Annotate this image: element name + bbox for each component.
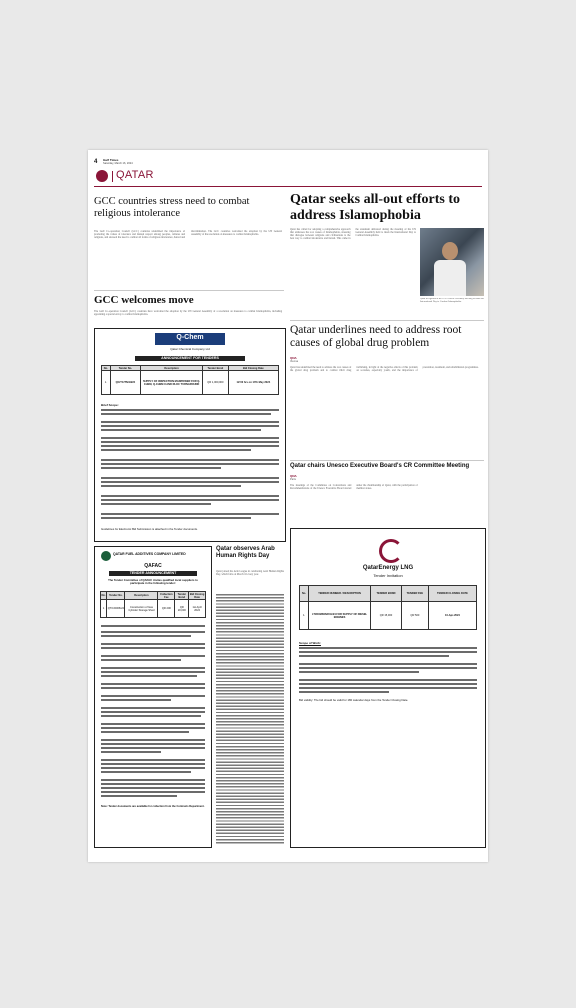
qafac-text-line	[101, 791, 205, 793]
headline-drugs: Qatar underlines need to address root causes of global drug problem	[290, 324, 462, 349]
qafac-col: Description	[125, 592, 158, 600]
section-divider	[112, 171, 113, 182]
qafac-text-line	[101, 759, 205, 761]
qafac-cell: 1st April 2024	[189, 600, 206, 618]
qafac-text-line	[101, 711, 205, 713]
divider-3	[290, 460, 484, 461]
qchem-col: Bid Closing Date	[228, 366, 278, 371]
qafac-text-line	[101, 659, 181, 661]
photo-un-meeting	[420, 228, 484, 296]
article-welcomes-body: The Gulf Co-operation Council (GCC) countries have welcomed the adoption by the UN General Assembly of a resolution on measures to combat Islamophobia, including appointing a special envoy to combat Islamophobia.	[94, 310, 282, 317]
lng-col: No.	[300, 586, 309, 602]
lng-col: TENDER NUMBER / DESCRIPTION	[309, 586, 371, 602]
lng-text-line	[299, 679, 477, 681]
paper-name: Gulf Times	[103, 158, 119, 162]
rights-text-block	[216, 594, 284, 844]
qchem-cell: 1.	[102, 371, 111, 395]
qafac-text-line	[101, 667, 205, 669]
qchem-text-line	[101, 441, 279, 443]
headline-intolerance: GCC countries stress need to combat religious intolerance	[94, 196, 250, 219]
lng-text-line	[299, 651, 477, 653]
qafac-company: QATAR FUEL ADDITIVES COMPANY LIMITED	[113, 552, 186, 556]
qafac-text-line	[101, 675, 197, 677]
lng-cell: QR 15,000	[371, 602, 402, 630]
table-row	[300, 602, 477, 630]
lng-cell: 10-Apr-2024	[428, 602, 476, 630]
qchem-text-line	[101, 495, 279, 497]
lng-text-line	[299, 687, 477, 689]
qafac-logo	[101, 551, 111, 561]
qchem-text-line	[101, 485, 241, 487]
headline-islamophobia: Qatar seeks all-out efforts to address Islamophobia	[290, 192, 461, 223]
qchem-cell: 12:00 hrs on 17th May 2024	[228, 371, 278, 395]
qafac-text-line	[101, 655, 205, 657]
lng-text-line	[299, 655, 449, 657]
lng-text-line	[299, 663, 477, 665]
qafac-col: No.	[101, 592, 107, 600]
qchem-text-line	[101, 463, 279, 465]
table-row	[102, 371, 279, 395]
article-unesco-body: The meetings of the Committee on Conventions and Recommendations of the Unesco Executive Board started under the chairmanship of Qatar, with the participation of member states.	[290, 484, 418, 491]
qafac-text-line	[101, 625, 205, 627]
qchem-text-line	[101, 459, 279, 461]
lng-col: TENDER CLOSING DATE	[428, 586, 476, 602]
lng-text-line	[299, 667, 477, 669]
qchem-brief-label: Brief Scope:	[101, 403, 119, 407]
header-rule	[94, 186, 482, 187]
lng-table-header	[300, 586, 477, 602]
qchem-banner: ANNOUNCEMENT FOR TENDERS	[135, 356, 245, 361]
qafac-text-line	[101, 763, 205, 765]
qchem-text-line	[101, 481, 279, 483]
qafac-text-line	[101, 695, 205, 697]
drugs-dateline: Vienna	[290, 360, 299, 363]
photo-caption: Qatar delegation at the UN General Assembly meeting to mark the International Day to Combat Islamophobia.	[420, 298, 484, 303]
qafac-cell: QR 20,000	[175, 600, 189, 618]
qafac-short: QAFAC	[144, 563, 162, 569]
photo-figure-head	[442, 242, 458, 260]
qchem-text-line	[101, 413, 271, 415]
qafac-text-line	[101, 783, 205, 785]
lng-table	[299, 585, 477, 630]
qchem-subtitle: Qatar Chemical Company Ltd	[170, 347, 210, 351]
qafac-text-line	[101, 707, 205, 709]
qafac-text-line	[101, 751, 161, 753]
unesco-kicker: QNA	[290, 474, 297, 478]
qchem-text-line	[101, 477, 279, 479]
article-drugs-body: Qatar has underlined the need to address the root causes of the global drug problem and to combat illicit drug trafficking, in light of the negative effects of this problem on societies, especially youth, and the importance of prevention, treatment, and rehabilitation programmes.	[290, 366, 479, 373]
qafac-text-line	[101, 715, 201, 717]
qafac-text-line	[101, 635, 191, 637]
qchem-col: Tender Bond	[203, 366, 229, 371]
lng-col: TENDER FEE	[401, 586, 428, 602]
divider-2	[290, 320, 484, 321]
qafac-table	[100, 591, 206, 618]
qafac-text-line	[101, 795, 177, 797]
qchem-text-line	[101, 421, 279, 423]
qafac-col: Tender Bond	[175, 592, 189, 600]
newspaper-page	[88, 150, 488, 862]
headline-rights: Qatar observes Arab Human Rights Day	[216, 546, 275, 559]
qchem-text-line	[101, 429, 261, 431]
qchem-cell: SUPPLY OF INSPECTION MANPOWER FOR Q-CHEM, Q-CHEM II AND RLOC TURNAROUND	[141, 371, 203, 395]
qchem-text-line	[101, 517, 251, 519]
article-islamophobia-body: Qatar has called for adopting a comprehensive approach that addresses the root causes of Islamophobia, stressing that dialogue between religions and civilisations is the best way to combat intolerance and hatred. This came in the statement delivered during the meeting of the UN General Assembly held to mark the International Day to Combat Islamophobia.	[290, 228, 416, 241]
qchem-text-line	[101, 467, 221, 469]
qchem-col: Tender No.	[110, 366, 140, 371]
qafac-intro: The Tender Committee of QAFAC invites qualified local suppliers to participate in the following tender:	[108, 578, 198, 586]
qafac-text-line	[101, 723, 205, 725]
lng-title: Tender Invitation	[373, 573, 403, 578]
qchem-text-line	[101, 445, 279, 447]
qafac-text-line	[101, 779, 205, 781]
qchem-cell: QC/TC/TN/19/24	[110, 371, 140, 395]
qafac-cell: 1	[101, 600, 107, 618]
qafac-text-line	[101, 787, 205, 789]
qafac-cell: QT/C/0006/24	[107, 600, 125, 618]
qafac-col: Tender No.	[107, 592, 125, 600]
qchem-text-line	[101, 499, 279, 501]
article-rights-body: Qatar joined the Arab League in celebrating Arab Human Rights Day, which falls on March 16 every year.	[216, 570, 284, 577]
qchem-table	[101, 365, 279, 395]
lng-cell: QR 500	[401, 602, 428, 630]
qafac-text-line	[101, 671, 205, 673]
qafac-col: Bid Closing Date	[189, 592, 205, 599]
qchem-col: No.	[102, 366, 111, 371]
qchem-footer: Guidelines for Electronic Bid Submission is attached in the Tender documents.	[101, 527, 198, 531]
lng-scope-label: Scope of Work:	[299, 641, 321, 645]
lng-text-line	[299, 691, 389, 693]
qafac-tender-ad	[94, 546, 212, 848]
photo-figure-body	[434, 260, 466, 296]
qafac-text-line	[101, 747, 205, 749]
qafac-cell: QR 200	[158, 600, 175, 618]
unesco-dateline: Paris	[290, 478, 296, 481]
qchem-tender-ad	[94, 328, 286, 542]
lng-col: TENDER BOND	[371, 586, 402, 602]
lng-cell: LT/DOM/MARCH/24 FOR SUPPLY OF DIESEL ENGINES	[309, 602, 371, 630]
qafac-text-line	[101, 727, 205, 729]
lng-text-line	[299, 647, 477, 649]
lng-company: QatarEnergy LNG	[362, 565, 414, 571]
qafac-cell: Construction of Gas Cylinder Storage Shed	[125, 600, 158, 618]
qchem-text-line	[101, 425, 279, 427]
qafac-text-line	[101, 643, 205, 645]
qafac-text-line	[101, 767, 205, 769]
qchem-cell: QR 1,000,000	[203, 371, 229, 395]
qchem-col: Description	[141, 366, 203, 371]
qafac-text-line	[101, 683, 205, 685]
qafac-note: Note: Tender documents are available for collection from the Contracts Department.	[101, 805, 205, 808]
divider-1	[94, 290, 284, 291]
date-line: Saturday, March 16, 2024	[103, 162, 133, 165]
qafac-col: Collection Fee	[158, 592, 175, 600]
qafac-text-line	[101, 699, 171, 701]
qchem-text-line	[101, 409, 279, 411]
drugs-kicker: QNA	[290, 356, 297, 360]
qafac-text-line	[101, 687, 205, 689]
qchem-logo-text: Q-Chem	[176, 334, 204, 341]
lng-tender-ad	[290, 528, 486, 848]
section-title: QATAR	[116, 169, 154, 181]
qafac-text-line	[101, 771, 191, 773]
qafac-text-line	[101, 631, 205, 633]
qafac-table-header	[101, 592, 206, 600]
table-row	[101, 600, 206, 618]
lng-logo-icon	[379, 539, 403, 563]
qchem-text-line	[101, 437, 279, 439]
qafac-text-line	[101, 743, 205, 745]
qchem-text-line	[101, 503, 211, 505]
headline-welcomes: GCC welcomes move	[94, 294, 194, 306]
article-intolerance-body: The Gulf Co-operation Council (GCC) countries underlined the importance of promoting the values of tolerance and mutual respect among peoples, cultures and religions, and stressed the need to combat all forms of religious intolerance, hatred and discrimination. The GCC countries welcomed the adoption by the UN General Assembly of the resolution on measures to combat Islamophobia.	[94, 230, 282, 240]
lng-text-line	[299, 683, 477, 685]
qafac-text-line	[101, 731, 189, 733]
qchem-text-line	[101, 449, 251, 451]
headline-unesco: Qatar chairs Unesco Executive Board's CR Committee Meeting	[290, 463, 470, 469]
qchem-text-line	[101, 513, 279, 515]
lng-text-line	[299, 671, 419, 673]
page-number: 4	[94, 159, 98, 165]
qafac-text-line	[101, 739, 205, 741]
qafac-banner: TENDER ANNOUNCEMENT	[109, 571, 197, 576]
lng-footer: Bid validity: The bid should be valid for 180 calendar days from the Tender Closing Date.	[299, 698, 409, 702]
qafac-text-line	[101, 647, 205, 649]
section-logo	[96, 170, 108, 182]
lng-cell: 1.	[300, 602, 309, 630]
